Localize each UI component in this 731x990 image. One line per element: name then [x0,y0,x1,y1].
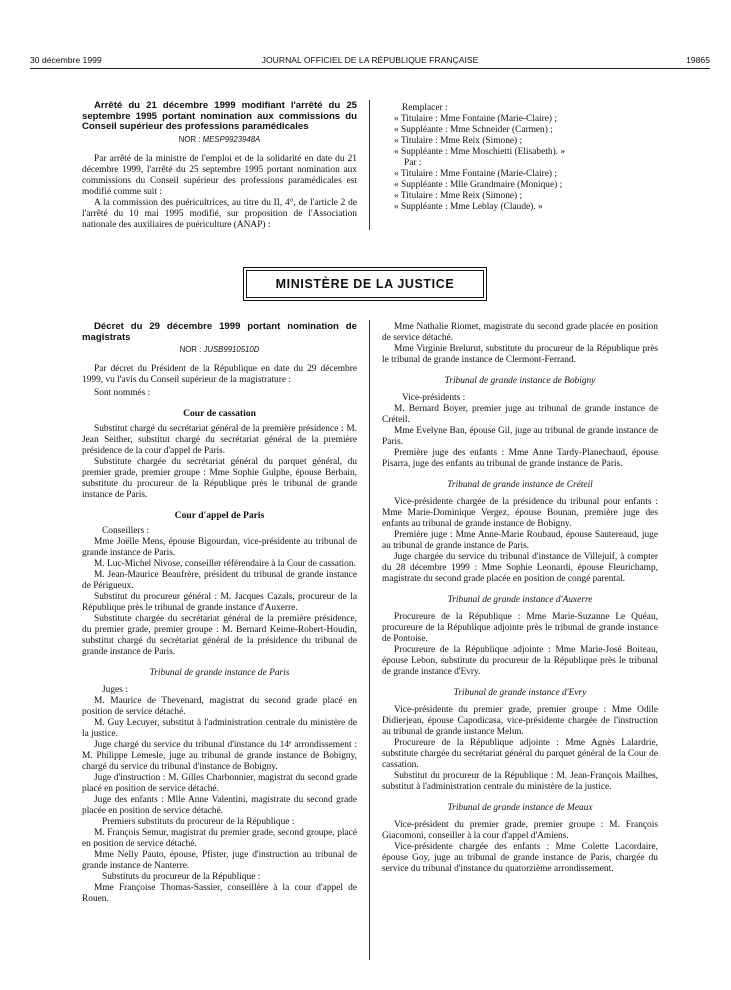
label-conseillers: Conseillers : [102,526,150,537]
appointment: Vice-présidente du premier grade, premier groupe : Mme Odile Didierjean, épouse Capodicasa, vice-présidente chargée de l'instruction au tribunal de grande instance Melun. [382,705,658,737]
arrete-paragraph: Par arrêté de la ministre de l'emploi et de la solidarité en date du 21 décembre 1999, l'arrêté du 25 septembre 1995 portant nomination aux commissions du Conseil supérieur des professions paramédicales est modifié comme suit : [82,153,357,197]
column-divider [369,100,370,230]
replace-label: Remplacer : [402,103,448,113]
appointment: Vice-présidente chargée de la présidence du tribunal pour enfants : Mme Marie-Dominique Vergez, épouse Bounan, première juge des enfants au tribunal de grande instance de Bobigny. [382,497,658,529]
appointment: M. Maurice de Thevenard, magistrat du second grade placé en position de service détaché. [82,696,357,718]
label-juges: Juges : [102,685,128,696]
replace-line: « Titulaire : Mme Fontaine (Marie-Claire) ; [394,114,557,124]
arrete-nor [82,134,357,145]
heading-tgi-bobigny: Tribunal de grande instance de Bobigny [444,376,596,386]
appointment: Substitut du procureur de la République : M. Jean-François Mailhes, substitut à l'administration centrale du ministère de la justice. [382,771,658,792]
appointment: Mme Joëlle Mens, épouse Bigourdan, vice-présidente au tribunal de grande instance de Paris. [82,537,357,559]
arrete-section [82,101,357,231]
appointment: Substitut chargé du secrétariat général de la première présidence : M. Jean Seither, substitut chargé du secrétariat général de la première présidence de la cour d'appel de Paris. [82,424,357,457]
header-rule [30,68,710,69]
appointment: Substitut du procureur général : M. Jacques Cazals, procureur de la République près le tribunal de grande instance d'Auxerre. [82,592,357,614]
arrete-replacement [382,103,672,213]
appointment: M. François Semur, magistrat du premier grade, second groupe, placé en position de service détaché. [82,828,357,850]
appointment: Mme Nelly Pauto, épouse, Pfister, juge d'instruction au tribunal de grande instance de Nanterre. [82,850,357,872]
arrete-title: Arrêté du 21 décembre 1999 modifiant l'arrêté du 25 septembre 1995 portant nomination aux commissions du Conseil supérieur des professions paramédicales [82,100,357,133]
by-label: Par : [404,158,422,168]
replace-line: « Suppléante : Mme Moschietti (Elisabeth). » [394,147,566,157]
appointment: M. Jean-Maurice Beaufrère, président du tribunal de grande instance de Périgueux. [82,570,357,592]
heading-tgi-paris: Tribunal de grande instance de Paris [149,668,290,679]
page-header [30,55,710,69]
nor-label: NOR : [178,134,201,144]
appointment: M. Guy Lecuyer, substitut à l'administration centrale du ministère de la justice. [82,718,357,740]
by-line: « Suppléante : Mlle Grandmaire (Monique) ; [394,180,563,190]
nor-code: JUSB9910510D [203,345,260,355]
appointment: M. Bernard Boyer, premier juge au tribunal de grande instance de Créteil. [382,404,658,425]
appointment: Juge d'instruction : M. Gilles Charbonnier, magistrat du second grade placé en position de service détaché. [82,773,357,795]
label-vice-presidents: Vice-présidents : [402,393,466,403]
label-premiers-substituts: Premiers substituts du procureur de la République : [102,817,295,828]
appointment: Substitute chargée du secrétariat général du parquet général, du premier grade, premier groupe : Mme Sophie Gulphe, épouse Berbain, substitute du procureur de la République près le tribunal de grande instance de Paris. [82,457,357,501]
heading-tgi-creteil: Tribunal de grande instance de Créteil [447,480,593,490]
appointment: Mme Nathalie Riomet, magistrate du second grade placée en position de service détaché. [382,322,658,343]
nor-code: MESP9923948A [202,134,261,144]
appointment: M. Luc-Michel Nivose, conseiller référendaire à la Cour de cassation. [94,559,356,570]
appointment: Vice-présidente chargée des enfants : Mme Colette Lacordaire, épouse Goy, juge au tribunal de grande instance de Paris, chargée du service du tribunal d'instance du quatorzième arrondissement. [382,842,658,874]
heading-cour-appel: Cour d'appel de Paris [174,510,265,522]
by-line: « Titulaire : Mme Reix (Simone) ; [394,191,523,201]
by-line: « Suppléante : Mme Leblay (Claude). » [394,202,543,212]
appointment: Mme Françoise Thomas-Sassier, conseillère à la cour d'appel de Rouen. [82,883,357,905]
appointment: Première juge : Mme Anne-Marie Roubaud, épouse Sautereaud, juge au tribunal de grande instance de Paris. [382,530,658,551]
by-line: « Titulaire : Mme Fontaine (Marie-Claire) ; [394,169,557,179]
appointment: Procureure de la République adjointe : Mme Agnès Lalardrie, substitute chargée du secrétariat général du parquet général de la Cour de cassation. [382,738,658,770]
appointment: Procureure de la République : Mme Marie-Suzanne Le Quéau, procureure de la République adjointe près le tribunal de grande instance de Pontoise. [382,612,658,644]
decret-title: Décret du 29 décembre 1999 portant nomination de magistrats [82,321,357,343]
decret-intro: Par décret du Président de la République en date du 29 décembre 1999, vu l'avis du Conseil supérieur de la magistrature : [82,364,357,386]
heading-tgi-auxerre: Tribunal de grande instance d'Auxerre [447,595,593,605]
appointment: Vice-président du premier grade, premier groupe : M. François Giacomoni, conseiller à la cour d'appel d'Amiens. [382,820,658,841]
heading-tgi-evry: Tribunal de grande instance d'Evry [453,688,587,698]
heading-cassation: Cour de cassation [183,408,256,420]
appointment: Juge chargé du service du tribunal d'instance du 14ᵉ arrondissement : M. Philippe Lemesle, juge au tribunal de grande instance de Bobigny, chargé du service du tribunal d'instance de Bobigny. [82,740,357,773]
ministry-heading: MINISTÈRE DE LA JUSTICE [246,270,484,298]
label-substituts: Substituts du procureur de la République : [102,872,261,883]
header-page-number: 19865 [686,55,710,65]
heading-tgi-meaux: Tribunal de grande instance de Meaux [447,803,593,813]
decret-left-column [82,322,357,905]
appointment: Première juge des enfants : Mme Anne Tardy-Planechaud, épouse Pisarra, juge des enfants au tribunal de grande instance de Paris. [382,448,658,469]
appointment: Mme Evelyne Ban, épouse Gil, juge au tribunal de grande instance de Paris. [382,426,658,447]
appointment: Procureure de la République adjointe : Mme Marie-José Boiteau, épouse Lebon, substitute du procureur de la République près le tribunal de grande instance d'Evry. [382,645,658,677]
replace-line: « Titulaire : Mme Reix (Simone) ; [394,136,523,146]
column-divider [369,320,370,960]
appointment: Substitute chargée du secrétariat général de la première présidence, du premier grade, premier groupe : M. Bernard Keime-Robert-Houdin, substitut chargé du secrétariat général de la présidence du tribunal de grande instance de Paris. [82,614,357,658]
header-journal-title: JOURNAL OFFICIEL DE LA RÉPUBLIQUE FRANÇAISE [261,55,479,65]
appointment: Juge des enfants : Mlle Anne Valentini, magistrate du second grade placée en position de service détaché. [82,795,357,817]
replace-line: « Suppléante : Mme Schneider (Carmen) ; [394,125,553,135]
header-date: 30 décembre 1999 [30,55,102,65]
decret-right-column [382,322,658,875]
nor-label: NOR : [179,345,202,355]
decret-nor [82,344,357,355]
appointment: Mme Virginie Brelurut, substitute du procureur de la République près le tribunal de grande instance de Clermont-Ferrand. [382,344,658,365]
appointment: Juge chargée du service du tribunal d'instance de Villejuif, à compter du 28 décembre 1999 : Mme Sophie Leonardi, épouse Fleurichamp, magistrate du second grade placée en position de congé parental. [382,552,658,584]
arrete-paragraph: A la commission des puéricultrices, au titre du II, 4°, de l'article 2 de l'arrêté du 10 mai 1995 modifié, sur proposition de l'Association nationale des auxiliaires de puériculture (ANAP) : [82,197,357,230]
decret-nommes: Sont nommés : [94,388,151,399]
